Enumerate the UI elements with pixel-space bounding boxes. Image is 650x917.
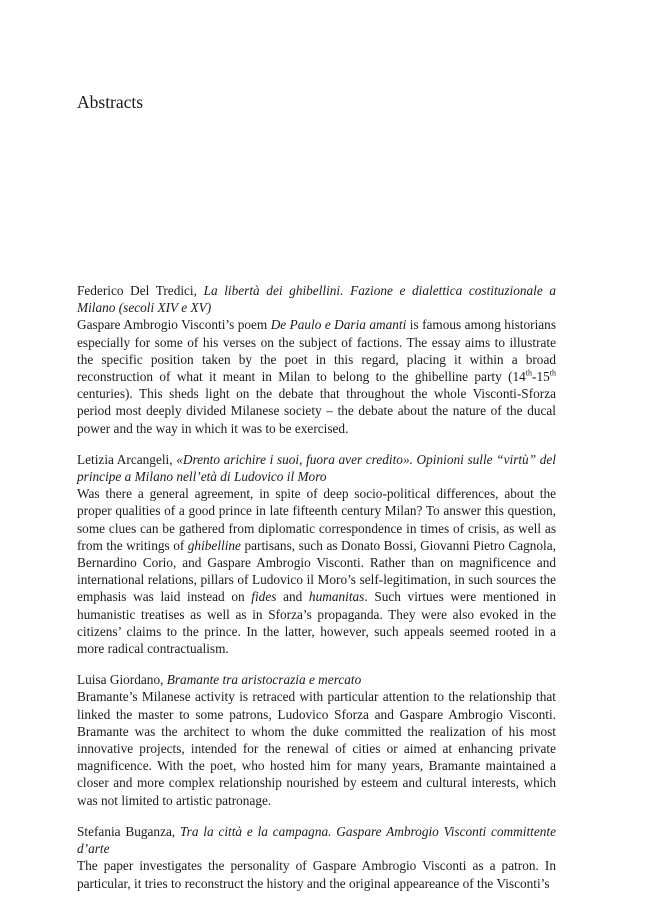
abstract-body: Was there a general agreement, in spite of deep socio-political differences, about the proper qualities of a good prince in late fifteenth century Milan? To answer this question, some clues can be gathered from diplomatic correspondence in times of crisis, as well as from the writings of ghibelline partisans, such as Donato Bossi, Giovanni Pietro Cagnola, Bernardino Corio, and Gaspare Ambrogio Visconti. Rather than on magnificence and international relations, pillars of Ludovico il Moro’s self-legitimation, in such sources the emphasis was laid instead on fides and humanitas. Such virtues were mentioned in humanistic treatises as well as in Sforza’s propaganda. They were also evoked in the citizens’ claims to the prince. In the latter, however, such appeals seemed rooted in a more radical contractualism. [77,486,556,657]
abstract-body: Bramante’s Milanese activity is retraced with particular attention to the relationship that linked the master to some patrons, Ludovico Sforza and Gaspare Ambrogio Visconti. Bramante was the architect to whom the duke committed the realization of his most innovative projects, intended for the renewal of cities or aimed at enhancing private magnificence. With the poet, who hosted him for many years, Bramante maintained a closer and more complex relationship nourished by esteem and cultural interests, which was not limited to artistic patronage. [77,689,556,808]
italic-term: De Paulo e Daria amanti [270,317,407,333]
italic-term: humanitas [308,589,365,605]
abstract-author: Federico Del Tredici, [77,283,204,298]
abstract-entry [77,451,556,657]
abstract-author: Stefania Buganza, [77,823,181,839]
abstract-body: The paper investigates the personality of Gaspare Ambrogio Visconti as a patron. In particular, it tries to reconstruct the history and the original appeareance of the Visconti’s [77,858,556,891]
abstract-heading [77,823,556,857]
ordinal-superscript: th [549,368,556,378]
page-title: Abstracts [77,92,144,112]
abstract-heading [77,671,556,688]
abstract-author: Luisa Giordano, [77,672,167,688]
italic-term: ghibelline [187,537,241,553]
abstract-title: «Drento arichire i suoi, fuora aver credito». Opinioni sulle “virtù” del principe a Milano nell’età di Ludovico il Moro [77,451,556,485]
abstract-title: La libertà dei ghibellini. Fazione e dialettica costituzionale a Milano (secoli XIV e XV) [77,283,557,316]
abstract-heading [77,282,556,316]
abstract-body: Gaspare Ambrogio Visconti’s poem De Paulo e Daria amanti is famous among historians especially for some of his verses on the subject of factions. The essay aims to illustrate the specific position taken by the poet in this regard, placing it within a broad reconstruction of what it meant in Milan to belong to the ghibelline party (14th-15th centuries). This sheds light on the debate that throughout the whole Visconti-Sforza period most deeply divided Milanese society – the debate about the nature of the ducal power and the way in which it was to be exercised. [77,317,556,436]
italic-term: fides [251,589,277,605]
ordinal-superscript: th [525,368,533,378]
abstract-entry [77,282,556,437]
abstract-title: Bramante tra aristocrazia e mercato [166,672,362,688]
abstract-heading [77,451,556,485]
abstracts-list [77,282,556,906]
abstract-entry [77,823,556,892]
abstract-title: Tra la città e la campagna. Gaspare Ambrogio Visconti committente d’arte [77,823,556,857]
abstract-entry [77,671,556,809]
abstract-author: Letizia Arcangeli, [77,451,177,467]
